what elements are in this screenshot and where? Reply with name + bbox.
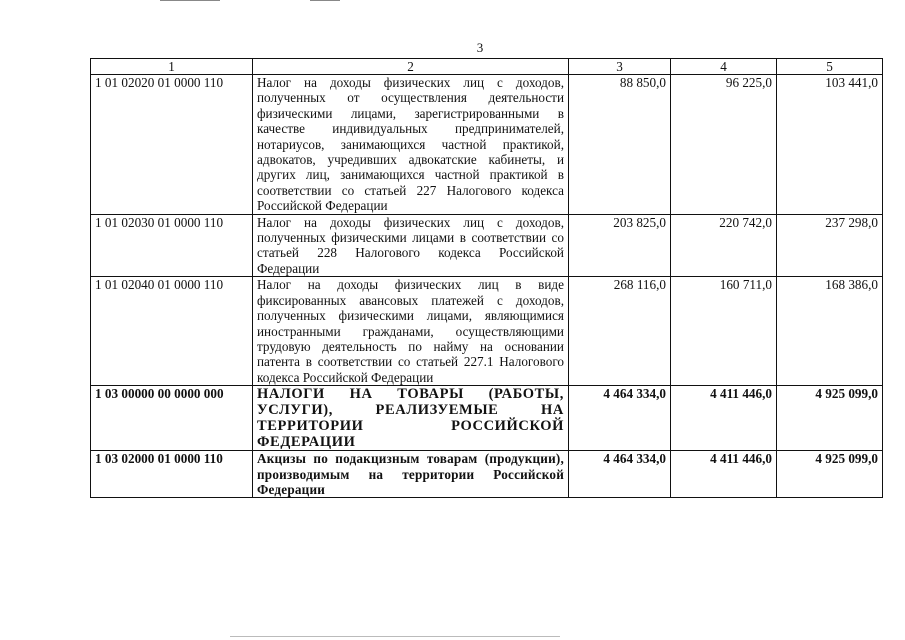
amount-col3: 203 825,0 <box>569 214 671 277</box>
column-header-5: 5 <box>777 59 883 75</box>
scan-artifact-top <box>160 0 220 1</box>
table-row <box>91 277 883 386</box>
amount-col4: 160 711,0 <box>671 277 777 386</box>
budget-table <box>90 58 883 498</box>
budget-code: 1 03 02000 01 0000 110 <box>91 451 253 498</box>
amount-col5: 237 298,0 <box>777 214 883 277</box>
column-header-2: 2 <box>253 59 569 75</box>
table-row <box>91 451 883 498</box>
amount-col3: 4 464 334,0 <box>569 386 671 451</box>
column-header-3: 3 <box>569 59 671 75</box>
table-row <box>91 75 883 215</box>
amount-col3: 268 116,0 <box>569 277 671 386</box>
amount-col4: 96 225,0 <box>671 75 777 215</box>
amount-col3: 88 850,0 <box>569 75 671 215</box>
income-name: Акцизы по подакцизным товарам (продукции), производимым на территории Российской Федерации <box>253 451 569 498</box>
amount-col5: 103 441,0 <box>777 75 883 215</box>
budget-code: 1 01 02030 01 0000 110 <box>91 214 253 277</box>
table-header-row <box>91 59 883 75</box>
scan-artifact-top <box>310 0 340 1</box>
scan-artifact-bottom <box>230 636 560 637</box>
amount-col4: 220 742,0 <box>671 214 777 277</box>
amount-col5: 168 386,0 <box>777 277 883 386</box>
amount-col3: 4 464 334,0 <box>569 451 671 498</box>
budget-code: 1 01 02040 01 0000 110 <box>91 277 253 386</box>
amount-col4: 4 411 446,0 <box>671 386 777 451</box>
budget-code: 1 03 00000 00 0000 000 <box>91 386 253 451</box>
table-row <box>91 386 883 451</box>
amount-col5: 4 925 099,0 <box>777 386 883 451</box>
income-name: Налог на доходы физических лиц с доходов, полученных физическими лицами в соответствии со статьей 228 Налогового кодекса Российской Федерации <box>253 214 569 277</box>
table-row <box>91 214 883 277</box>
income-name: НАЛОГИ НА ТОВАРЫ (РАБОТЫ, УСЛУГИ), РЕАЛИЗУЕМЫЕ НА ТЕРРИТОРИИ РОССИЙСКОЙ ФЕДЕРАЦИИ <box>253 386 569 451</box>
column-header-4: 4 <box>671 59 777 75</box>
amount-col5: 4 925 099,0 <box>777 451 883 498</box>
income-name: Налог на доходы физических лиц в виде фиксированных авансовых платежей с доходов, полученных физическими лицами, являющимися иностранными гражданами, осуществляющими трудовую деятельность по найму на основании патента в соответствии со статьей 227.1 Налогового кодекса Российской Федерации <box>253 277 569 386</box>
budget-code: 1 01 02020 01 0000 110 <box>91 75 253 215</box>
column-header-1: 1 <box>91 59 253 75</box>
amount-col4: 4 411 446,0 <box>671 451 777 498</box>
page-number: 3 <box>476 40 484 55</box>
income-name: Налог на доходы физических лиц с доходов, полученных от осуществления деятельности физическими лицами, зарегистрированными в качестве индивидуальных предпринимателей, нотариусов, занимающихся частной практикой, адвокатов, учредивших адвокатские кабинеты, и других лиц, занимающихся частной практикой в соответствии со статьей 227 Налогового кодекса Российской Федерации <box>253 75 569 215</box>
